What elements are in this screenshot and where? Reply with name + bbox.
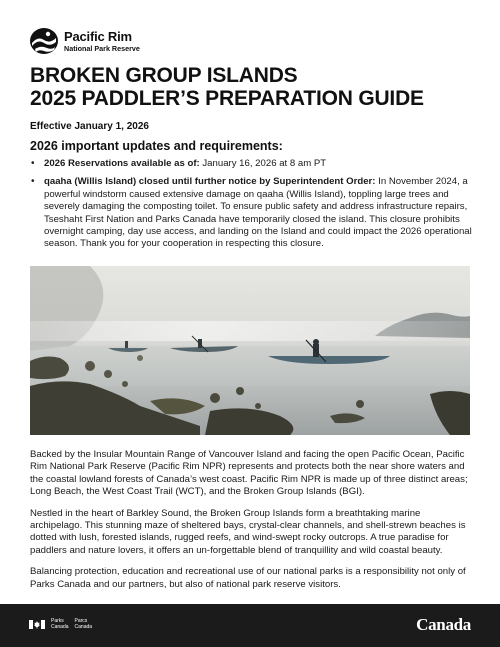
updates-heading: 2026 important updates and requirements:: [30, 139, 283, 153]
update-item-lead: qaaha (Willis Island) closed until further notice by Superintendent Order:: [44, 176, 376, 188]
paragraph: Backed by the Insular Mountain Range of Vancouver Island and facing the open Pacific Ocean, Pacific Rim National Park Reserve (Pacific Rim NPR) represents and protects both the near shore waters and the coastal lowland forests of Canada’s west coast. Pacific Rim NPR is made up of three distinct areas; Long Beach, the West Coast Trail (WCT), and the Broken Group Islands (BGI).: [30, 449, 468, 498]
update-item-reservations: [30, 158, 472, 170]
effective-date: Effective January 1, 2026: [30, 121, 149, 132]
paragraph: Nestled in the heart of Barkley Sound, the Broken Group Islands form a breathtaking marine archipelago. This stunning maze of sheltered bays, crystal-clear channels, and shell-strewn beaches is dotted with lush, forested islands, rugged reefs, and wind-swept rocky outcrops. A true paradise for paddlers and nature lovers, it offers an un-forgettable blend of tranquillity and wild coastal beauty.: [30, 507, 466, 556]
update-item-text: January 16, 2026 at 8 am PT: [199, 158, 327, 169]
kayakers-photo: [30, 266, 470, 435]
parks-canada-signature: [29, 619, 98, 630]
canada-flag-icon: [29, 620, 45, 629]
title-line-2: 2025 PADDLER’S PREPARATION GUIDE: [30, 87, 424, 110]
intro-paragraphs: [30, 449, 472, 600]
park-logo: [29, 26, 140, 56]
pacific-rim-logo-icon: [29, 27, 59, 55]
update-item-text: In November 2024, a powerful windstorm caused extensive damage on qaaha (Willis Island), toppling large trees and severely damaging the composting toilet. To ensure public safety and address infrastructure repairs, Tseshaht First Nation and Parks Canada have temporarily closed the island. This closure prohibits overnight camping, day use access, and landing on the Island and could impact the 2026 operational season. Thank you for your cooperation in respecting this closure.: [44, 176, 472, 250]
update-item-willis-closure: [30, 176, 472, 250]
update-item-lead: 2026 Reservations available as of:: [44, 158, 200, 169]
title-line-1: BROKEN GROUP ISLANDS: [30, 64, 298, 87]
updates-list: [30, 158, 472, 257]
canada-wordmark: Canada: [416, 615, 471, 634]
logo-name: Pacific Rim: [64, 28, 132, 44]
footer: [0, 604, 500, 647]
paragraph: Balancing protection, education and recreational use of our national parks is a responsibility not only of Parks Canada and our partners, but also of national park reserve visitors.: [30, 566, 466, 590]
logo-subtitle: National Park Reserve: [64, 43, 140, 53]
agency-name-fr: Parcs Canada: [74, 618, 93, 630]
agency-name-en: Parks Canada: [51, 618, 69, 630]
page-title: [30, 64, 470, 110]
